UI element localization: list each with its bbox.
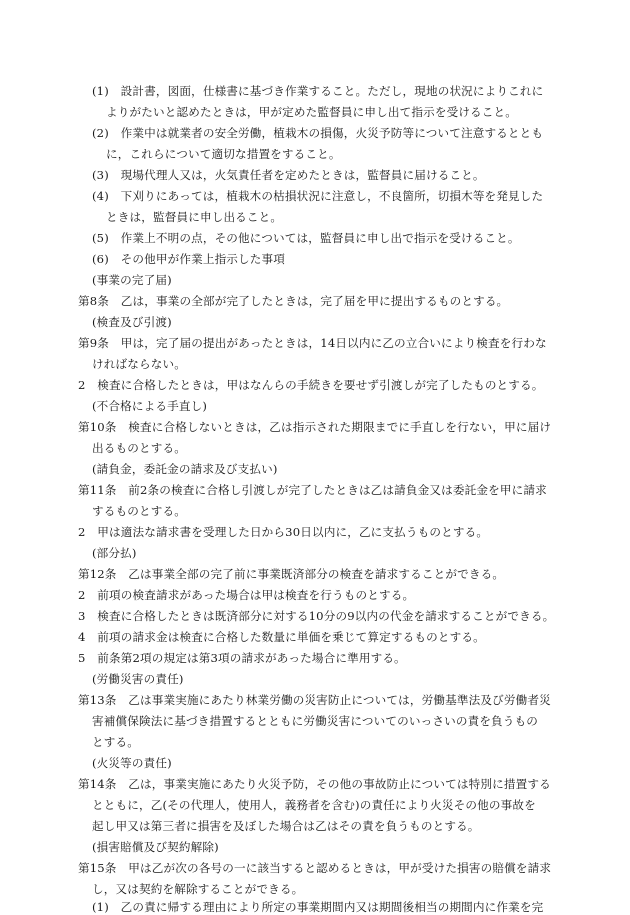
section-heading: (損害賠償及び契約解除)	[92, 840, 219, 854]
text-line: し，又は契約を解除することができる。	[92, 882, 304, 896]
text-line: 2 前項の検査請求があった場合は甲は検査を行うものとする。	[78, 588, 415, 602]
text-line: 3 検査に合格したときは既済部分に対する10分の9以内の代金を請求することができる。	[78, 609, 555, 623]
article-line: 第15条 甲は乙が次の各号の一に該当すると認めるときは，甲が受けた損害の賠償を請求	[78, 861, 552, 875]
text-line: 4 前項の請求金は検査に合格した数量に単価を乗じて算定するものとする。	[78, 630, 485, 644]
section-heading: (検査及び引渡)	[92, 315, 172, 329]
article-line: 第11条 前2条の検査に合格し引渡しが完了したときは乙は請負金又は委託金を甲に請求	[78, 483, 547, 497]
text-line: 2 検査に合格したときは，甲はなんらの手続きを要せず引渡しが完了したものとする。	[78, 378, 544, 392]
text-line: (1) 乙の責に帰する理由により所定の事業期間内又は期間後相当の期間内に作業を完	[92, 900, 544, 914]
text-line: (5) 作業上不明の点，その他については，監督員に申し出で指示を受けること。	[92, 231, 520, 245]
text-line: とする。	[92, 735, 139, 749]
text-line: 2 甲は適法な請求書を受理した日から30日以内に，乙に支払うものとする。	[78, 525, 489, 539]
article-line: 第9条 甲は，完了届の提出があったときは，14日以内に乙の立合いにより検査を行わな	[78, 336, 547, 350]
section-heading: (部分払)	[92, 546, 137, 560]
text-line: (2) 作業中は就業者の安全労働，植栽木の損傷，火災予防等について注意するととも	[92, 126, 544, 140]
text-line: ときは，監督員に申し出ること。	[106, 210, 283, 224]
text-line: 5 前条第2項の規定は第3項の請求があった場合に準用する。	[78, 651, 406, 665]
section-heading: (不合格による手直し)	[92, 399, 208, 413]
article-line: 第12条 乙は事業全部の完了前に事業既済部分の検査を請求することができる。	[78, 567, 505, 581]
section-heading: (労働災害の責任)	[92, 672, 184, 686]
article-line: 第10条 検査に合格しないときは，乙は指示された期限までに手直しを行ない，甲に届け	[78, 420, 552, 434]
text-line: に，これらについて適切な措置をすること。	[106, 147, 341, 161]
text-line: とともに，乙(その代理人，使用人，義務者を含む)の責任により火災その他の事故を	[92, 798, 536, 812]
article-line: 第14条 乙は，事業実施にあたり火災予防，その他の事故防止については特別に措置する	[78, 777, 551, 791]
text-line: (6) その他甲が作業上指示した事項	[92, 252, 286, 266]
text-line: (4) 下刈りにあっては，植栽木の枯損状況に注意し，不良箇所，切損木等を発見した	[92, 189, 544, 203]
text-line: 害補償保険法に基づき措置するとともに労働災害についてのいっさいの責を負うもの	[92, 714, 539, 728]
section-heading: (事業の完了届)	[92, 273, 172, 287]
section-heading: (請負金，委託金の請求及び支払い)	[92, 462, 278, 476]
text-line: 出るものとする。	[92, 441, 186, 455]
article-line: 第13条 乙は事業実施にあたり林業労働の災害防止については，労働基準法及び労働者災	[78, 693, 551, 707]
text-line: よりがたいと認めたときは，甲が定めた監督員に申し出て指示を受けること。	[106, 105, 518, 119]
text-line: ければならない。	[92, 357, 186, 371]
text-line: (1) 設計書，図面，仕様書に基づき作業すること。ただし，現地の状況によりこれに	[92, 84, 544, 98]
text-line: するものとする。	[92, 504, 186, 518]
article-line: 第8条 乙は，事業の全部が完了したときは，完了届を甲に提出するものとする。	[78, 294, 509, 308]
text-line: (3) 現場代理人又は，火気責任者を定めたときは，監督員に届けること。	[92, 168, 485, 182]
text-line: 起し甲又は第三者に損害を及ぼした場合は乙はその責を負うものとする。	[92, 819, 480, 833]
section-heading: (火災等の責任)	[92, 756, 172, 770]
